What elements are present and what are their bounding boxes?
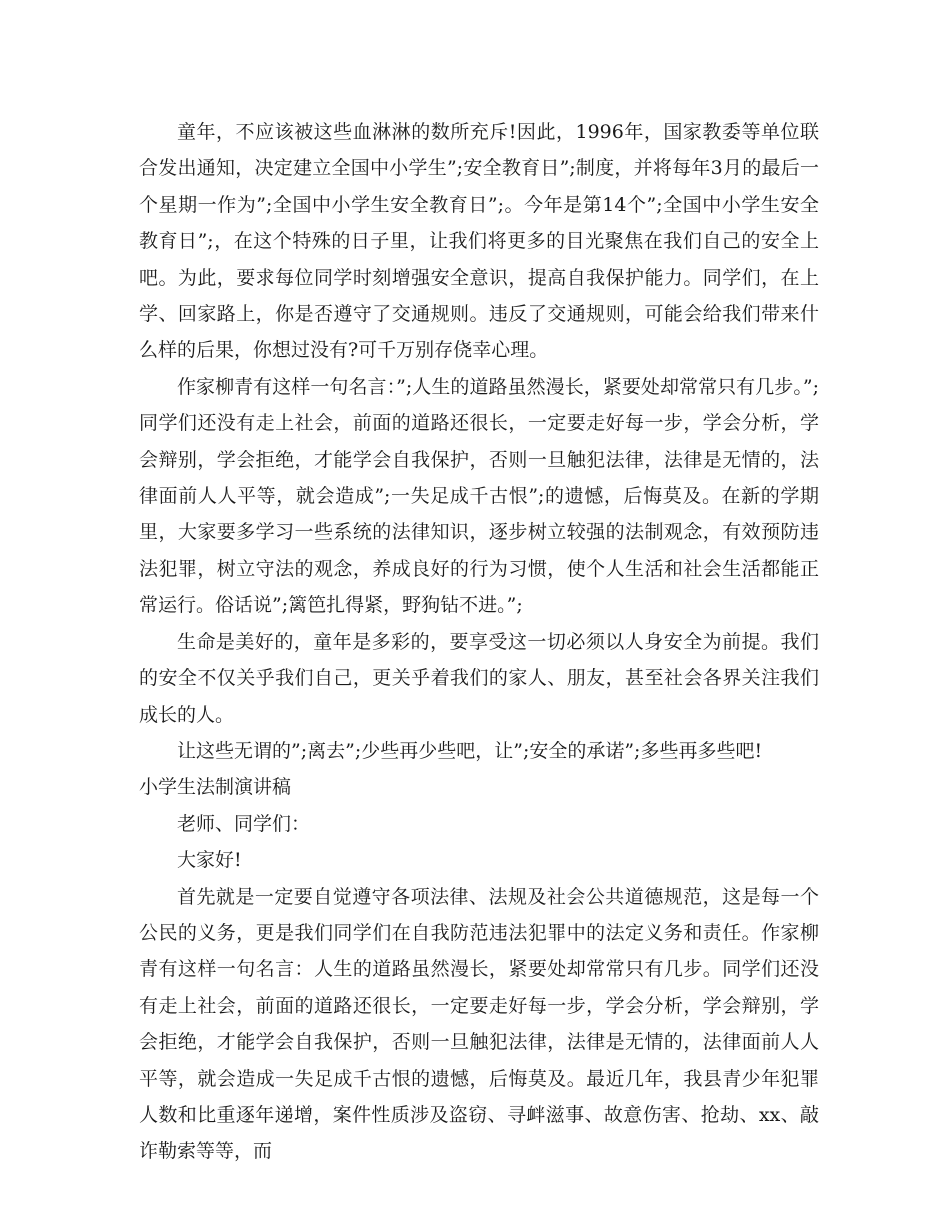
paragraph-liu-qing-quote: 作家柳青有这样一句名言：”;人生的道路虽然漫长，紧要处却常常只有几步。”;同学们还没有走上社会，前面的道路还很长，一定要走好每一步，学会分析，学会辩别，学会拒绝，才能学会自我保护，否则一旦触犯法律，法律是无情的，法律面前人人平等，就会造成”;一失足成千古恨”;的遗憾，后悔莫及。在新的学期里，大家要多学习一些系统的法律知识，逐步树立较强的法制观念，有效预防违法犯罪，树立守法的观念，养成良好的行为习惯，使个人生活和社会生活都能正常运行。俗话说”;篱笆扎得紧，野狗钻不进。”; <box>139 375 819 617</box>
paragraph-safety-promise: 让这些无谓的”;离去”;少些再少些吧，让”;安全的承诺”;多些再多些吧! <box>177 739 763 762</box>
paragraph-children-safety: 童年，不应该被这些血淋淋的数所充斥!因此，1996年，国家教委等单位联合发出通知，决定建立全国中小学生”;安全教育日”;制度，并将每年3月的最后一个星期一作为”;全国中小学生安全教育日”;。今年是第14个”;全国中小学生安全教育日”;，在这个特殊的日子里，让我们将更多的目光聚焦在我们自己的安全上吧。为此，要求每位同学时刻增强安全意识，提高自我保护能力。同学们，在上学、回家路上，你是否遵守了交通规则。违反了交通规则，可能会给我们带来什么样的后果，你想过没有?可千万别存侥幸心理。 <box>139 121 819 362</box>
document-body <box>139 114 819 1170</box>
speech-title: 小学生法制演讲稿 <box>139 776 292 799</box>
paragraph-life-is-beautiful: 生命是美好的，童年是多彩的，要享受这一切必须以人身安全为前提。我们的安全不仅关乎我们自己，更关乎着我们的家人、朋友，甚至社会各界关注我们成长的人。 <box>139 630 819 726</box>
speech-salutation: 老师、同学们： <box>177 812 311 835</box>
paragraph-obey-laws: 首先就是一定要自觉遵守各项法律、法规及社会公共道德规范，这是每一个公民的义务，更是我们同学们在自我防范违法犯罪中的法定义务和责任。作家柳青有这样一句名言：人生的道路虽然漫长，紧要处却常常只有几步。同学们还没有走上社会，前面的道路还很长，一定要走好每一步，学会分析，学会辩别，学会拒绝，才能学会自我保护，否则一旦触犯法律，法律是无情的，法律面前人人平等，就会造成一失足成千古恨的遗憾，后悔莫及。最近几年，我县青少年犯罪人数和比重逐年递增，案件性质涉及盗窃、寻衅滋事、故意伤害、抢劫、xx、敲诈勒索等等，而 <box>139 885 819 1163</box>
speech-greeting: 大家好! <box>177 849 242 872</box>
